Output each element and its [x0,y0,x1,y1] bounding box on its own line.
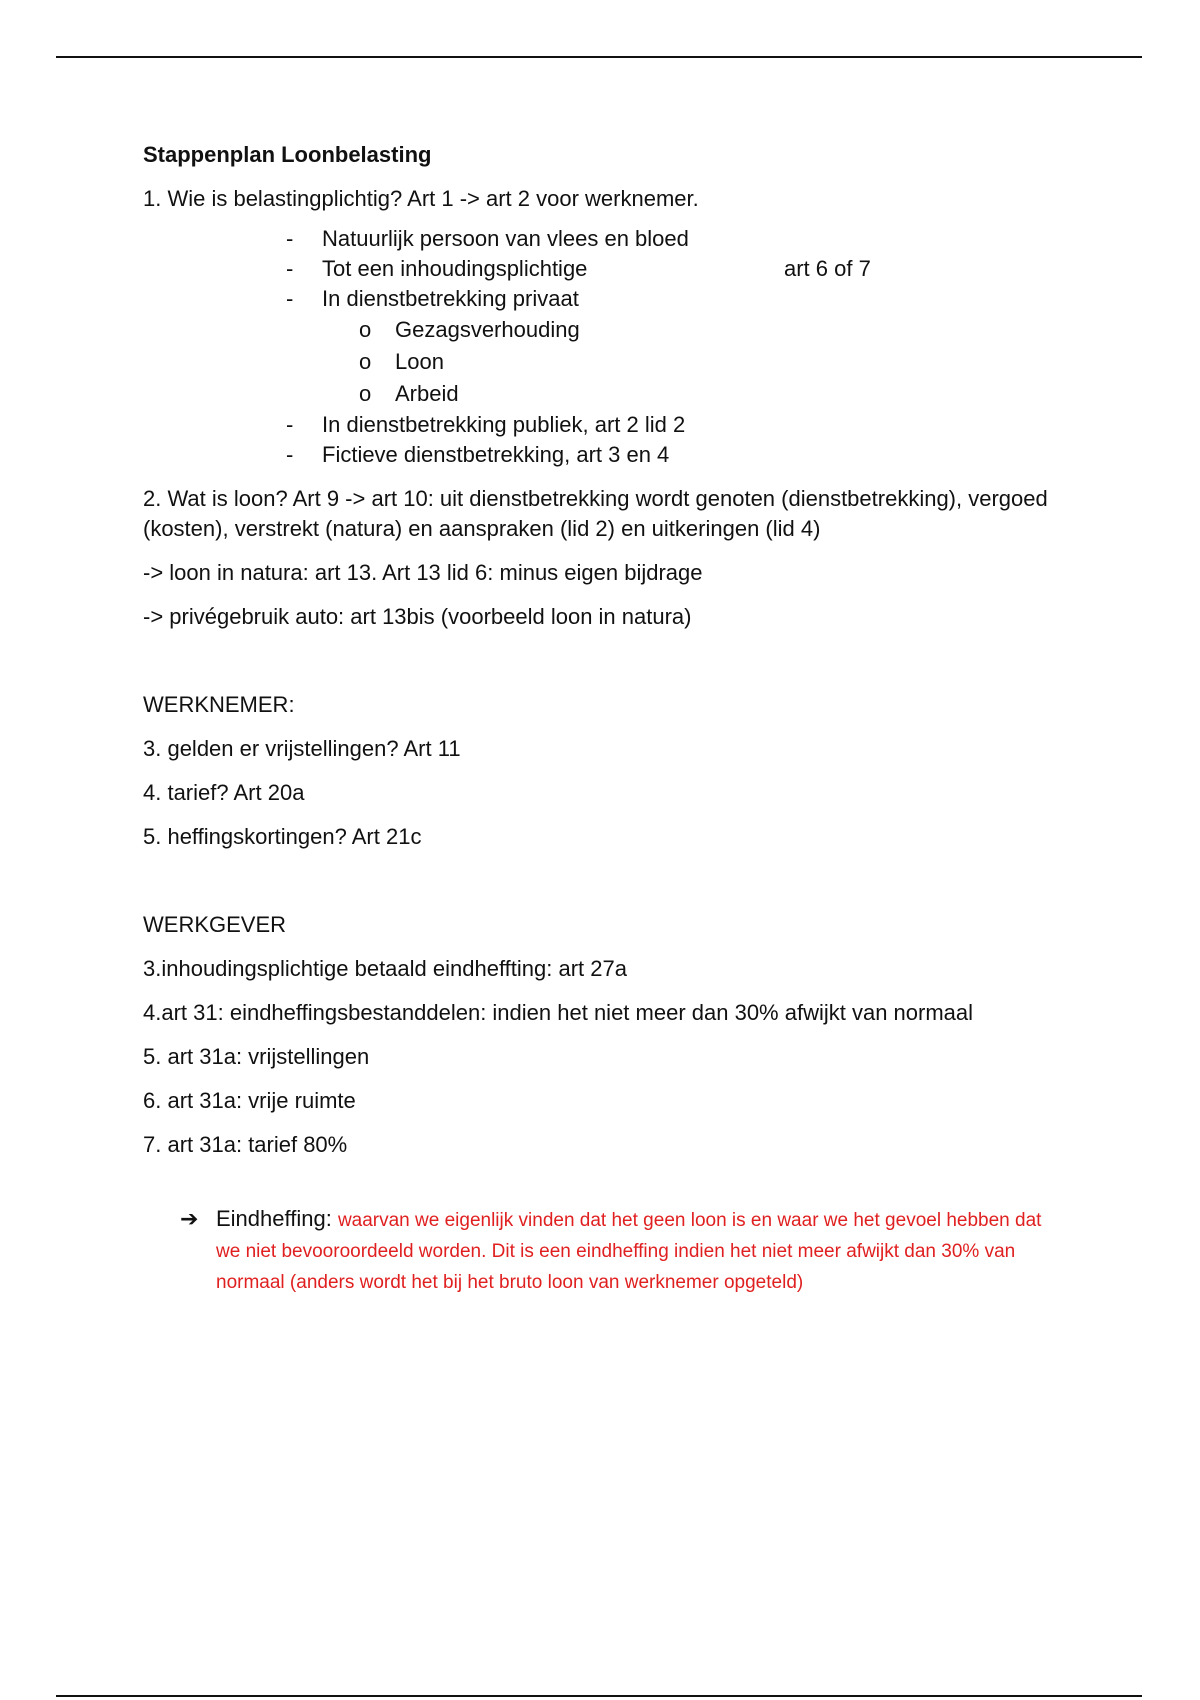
sub-list-item [143,346,1083,378]
werknemer-step: 3. gelden er vrijstellingen? Art 11 [143,736,461,761]
sub-list-item-text: Gezagsverhouding [395,317,580,342]
list-item-text: In dienstbetrekking publiek, art 2 lid 2 [322,412,686,437]
sub-list-item [143,378,1083,410]
werkgever-heading: WERKGEVER [143,912,287,937]
header-rule [56,56,1142,58]
dash-bullet: - [286,226,294,251]
dash-bullet: - [286,442,294,467]
werkgever-step: 6. art 31a: vrije ruimte [143,1088,356,1113]
step-1-criteria-list [143,224,1083,314]
dienstbetrekking-elements-list [143,314,1083,410]
list-item [143,440,1083,470]
sub-list-item-text: Arbeid [395,381,459,406]
list-item-text: Tot een inhoudingsplichtige [322,256,588,281]
arrow-right-icon: ➔ [180,1206,199,1231]
eindheffing-label: Eindheffing: [216,1206,332,1231]
werkgever-step: 5. art 31a: vrijstellingen [143,1044,370,1069]
eindheffing-explanation: waarvan we eigenlijk vinden dat het geen loon is en waar we het gevoel hebben dat we niet bevooroordeeld worden. Dit is een eindheffing indien het niet meer afwijkt dan 30% van normaal (anders wordt het bij het bruto loon van werknemer opgeteld) [216,1210,1042,1293]
dash-bullet: - [286,286,294,311]
step-1-criteria-list-continued [143,410,1083,470]
section-gap [143,646,1083,690]
document-title: Stappenplan Loonbelasting [143,142,432,167]
privegebruik-auto-note: -> privégebruik auto: art 13bis (voorbeeld loon in natura) [143,604,692,629]
werkgever-step: 7. art 31a: tarief 80% [143,1132,348,1157]
circle-bullet: o [359,349,372,374]
werkgever-step: 4.art 31: eindheffingsbestanddelen: indien het niet meer dan 30% afwijkt van normaal [143,1000,974,1025]
list-item [143,254,1083,284]
list-item [143,284,1083,314]
footer-rule [56,1695,1142,1697]
sub-list-item [143,314,1083,346]
dash-bullet: - [286,256,294,281]
dash-bullet: - [286,412,294,437]
step-2-question: 2. Wat is loon? Art 9 -> art 10: uit dienstbetrekking wordt genoten (dienstbetrekking), vergoed (kosten), verstrekt (natura) en aanspraken (lid 2) en uitkeringen (lid 4) [143,486,1048,541]
werknemer-step: 5. heffingskortingen? Art 21c [143,824,422,849]
article-reference: art 6 of 7 [784,256,871,281]
werknemer-step: 4. tarief? Art 20a [143,780,305,805]
document-body [143,140,1083,1297]
werkgever-step: 3.inhoudingsplichtige betaald eindheffting: art 27a [143,956,627,981]
list-item-text: Fictieve dienstbetrekking, art 3 en 4 [322,442,670,467]
circle-bullet: o [359,317,372,342]
list-item [143,410,1083,440]
eindheffing-note [143,1204,1056,1297]
step-1-question: 1. Wie is belastingplichtig? Art 1 -> art 2 voor werknemer. [143,186,699,211]
loon-in-natura-note: -> loon in natura: art 13. Art 13 lid 6: minus eigen bijdrage [143,560,703,585]
list-item [143,224,1083,254]
list-item-text: Natuurlijk persoon van vlees en bloed [322,226,689,251]
section-gap [143,866,1083,910]
sub-list-item-text: Loon [395,349,444,374]
werknemer-heading: WERKNEMER: [143,692,295,717]
circle-bullet: o [359,381,372,406]
list-item-text: In dienstbetrekking privaat [322,286,579,311]
